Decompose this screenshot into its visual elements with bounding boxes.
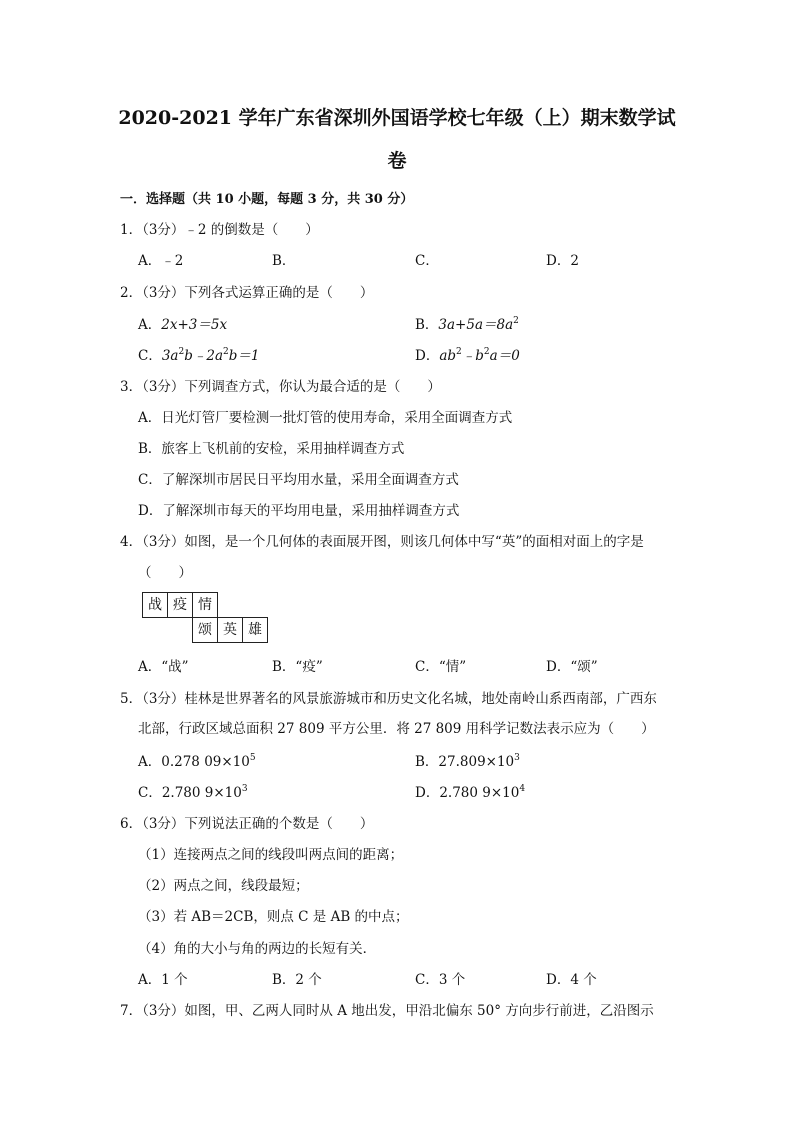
question-4-paren: （ ）: [138, 565, 192, 581]
q1-option-d: D．2: [546, 253, 579, 269]
question-5-stem-line1: 5．（3分）桂林是世界著名的风景旅游城市和历史文化名城，地处南岭山系西南部，广西东: [120, 691, 657, 707]
q5-option-c: C．2.780 $9\times 10^3$: [138, 784, 248, 801]
q2-option-b: B．$3a+5a=8a^2$: [415, 316, 519, 333]
q6-statement-2: （2）两点之间，线段最短；: [138, 878, 309, 894]
q2-option-a-expr: 2x+3＝5x: [161, 317, 228, 333]
q2-option-d: D．$ab^2﹣b^2a=0$: [415, 347, 520, 364]
q3-option-a: A．日光灯管厂要检测一批灯管的使用寿命，采用全面调查方式: [138, 410, 513, 426]
q6-option-a: A．1 个: [138, 972, 188, 988]
q4-option-d: D．“颂”: [546, 659, 598, 675]
q6-statement-1: （1）连接两点之间的线段叫两点间的距离；: [138, 847, 404, 863]
q4-option-a: A．“战”: [138, 659, 189, 675]
question-4-stem: 4．（3分）如图，是一个几何体的表面展开图，则该几何体中写“英”的面相对面上的字是: [120, 534, 644, 550]
q5-option-b: B．$27.809\times 10^3$: [415, 753, 520, 770]
exam-title-line1: 2020-2021 学年广东省深圳外国语学校七年级（上）期末数学试: [118, 107, 676, 129]
exam-title-line2: 卷: [387, 150, 407, 172]
question-3-stem: 3．（3分）下列调查方式，你认为最合适的是（ ）: [120, 379, 441, 395]
q6-statement-4: （4）角的大小与角的两边的长短有关．: [138, 941, 377, 957]
q1-option-b: B．: [272, 253, 296, 269]
q6-option-c: C．3 个: [415, 972, 466, 988]
q4-option-c: C．“情”: [415, 659, 467, 675]
section-heading: 一．选择题（共 10 小题，每题 3 分，共 30 分）: [120, 192, 414, 207]
net-cell-1-1: 战: [142, 592, 168, 618]
q2-option-a: [138, 313, 227, 333]
q5-option-a: A．0.278 $09\times 10^5$: [138, 753, 256, 770]
q1-option-a: A．﹣2: [138, 253, 184, 269]
net-cell-2-3: 雄: [242, 617, 268, 643]
question-1-stem: 1．（3分）﹣2 的倒数是（ ）: [120, 222, 319, 238]
q3-option-d: D．了解深圳市每天的平均用电量，采用抽样调查方式: [138, 503, 460, 519]
q3-option-b: B．旅客上飞机前的安检，采用抽样调查方式: [138, 441, 405, 457]
question-7-stem: 7．（3分）如图，甲、乙两人同时从 A 地出发，甲沿北偏东 50° 方向步行前进，乙沿图示: [120, 1003, 654, 1019]
q3-option-c: C．了解深圳市居民日平均用水量，采用全面调查方式: [138, 472, 459, 488]
q2-option-a-label: A．: [138, 317, 162, 333]
q2-option-c: C．$3a^2b﹣2a^2b=1$: [138, 347, 260, 364]
q6-option-d: D．4 个: [546, 972, 597, 988]
net-cell-1-2: 疫: [167, 592, 193, 618]
net-cell-2-1: 颂: [192, 617, 218, 643]
net-cell-2-2: 英: [217, 617, 243, 643]
q6-option-b: B．2 个: [272, 972, 322, 988]
cube-net-figure: [142, 592, 270, 644]
q4-option-b: B．“疫”: [272, 659, 323, 675]
question-5-stem-line2: 北部，行政区域总面积 27 809 平方公里．将 27 809 用科学记数法表示应为（ ）: [138, 721, 655, 737]
q1-option-c: C．: [415, 253, 439, 269]
question-2-stem: 2．（3分）下列各式运算正确的是（ ）: [120, 285, 374, 301]
q5-option-d: D．2.780 $9\times 10^4$: [415, 784, 526, 801]
net-cell-1-3: 情: [192, 592, 218, 618]
question-6-stem: 6．（3分）下列说法正确的个数是（ ）: [120, 816, 374, 832]
q6-statement-3: （3）若 AB＝2CB，则点 C 是 AB 的中点；: [138, 909, 409, 925]
